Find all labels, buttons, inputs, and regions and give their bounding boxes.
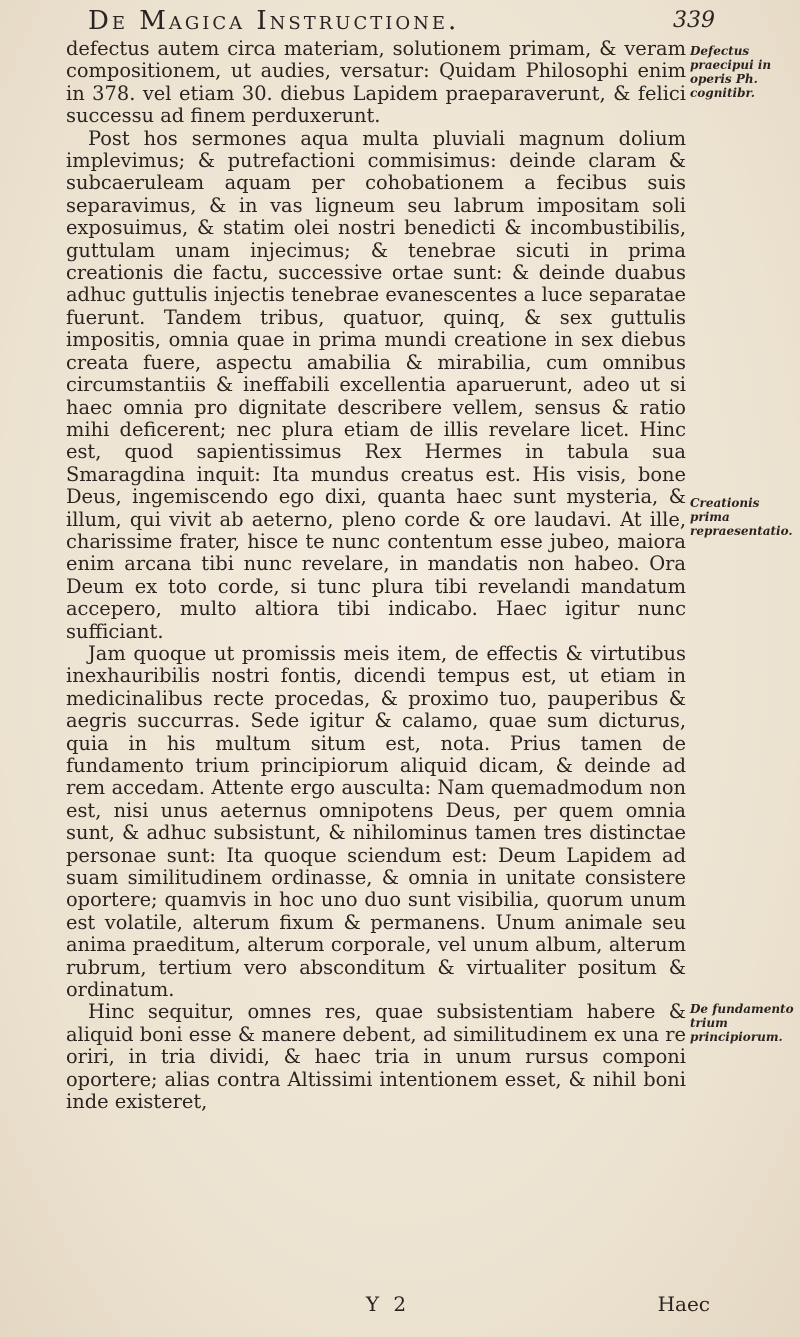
page-number: 339 [673,8,715,33]
marginal-note-defectus: Defectus praecipui in operis Ph. cognitibr. [690,44,772,100]
page-header [0,6,800,40]
signature-mark: Y 2 [365,1292,411,1316]
marginal-note-creationis: Creationis prima repraesentatio. [690,496,793,538]
marginal-note-fundamento: De fundamento trium principiorum. [690,1002,794,1044]
page-footer [0,1292,800,1318]
running-head: De Magica Instructione. [88,6,460,36]
paragraph-3: Jam quoque ut promissis meis item, de effectis & virtutibus inexhauribilis nostri fontis, dicendi tempus est, ut etiam in medicinalibus recte procedas, & proximo tuo, pauperibus & aegris succurras. Sede igitur & calamo, quae sum dicturus, quia in his multum situm est, nota. Prius tamen de fundamento trium principiorum aliquid dicam, & deinde ad rem accedam. Attente ergo ausculta: Nam quemadmodum non est, nisi unus aeternus omnipotens Deus, per quem omnia sunt, & adhuc subsistunt, & nihilominus tamen tres distinctae personae sunt: Ita quoque sciendum est: Deum Lapidem ad suam similitudinem ordinasse, & omnia in unitate consistere oportere; quamvis in hoc uno duo sunt visibilia, quorum unum est volatile, alterum fixum & permanens. Unum animale seu anima praeditum, alterum corporale, vel unum album, alterum rubrum, tertium vero absconditum & virtualiter positum & ordinatum. [66,641,686,1002]
main-text-column [66,38,686,1288]
paragraph-1: defectus autem circa materiam, solutionem primam, & veram compositionem, ut audies, versatur: Quidam Philosophi enim in 378. vel etiam 30. diebus Lapidem praeparaverunt, & felici successu ad finem perduxerunt. [66,37,686,128]
catchword: Haec [657,1292,710,1316]
paragraph-2: Post hos sermones aqua multa pluviali magnum dolium implevimus; & putrefactioni commisimus: deinde claram & subcaeruleam aquam per cohobationem a fecibus suis separavimus, & in vas ligneum seu labrum impositam soli exposuimus, & statim olei nostri benedicti & incombustibilis, guttulam unam injecimus; & tenebrae sicuti in prima creationis die factu, successive ortae sunt: & deinde duabus adhuc guttulis injectis tenebrae evanescentes a luce separatae fuerunt. Tandem tribus, quatuor, quinq, & sex guttulis impositis, omnia quae in prima mundi creatione in sex diebus creata fuere, aspectu amabilia & mirabilia, cum omnibus circumstantiis & ineffabili excellentia aparuerunt, adeo ut si haec omnia pro dignitate describere vellem, sensus & ratio mihi deficerent; nec plura etiam de illis revelare licet. Hinc est, quod sapientissimus Rex Hermes in tabula sua Smaragdina inquit: Ita mundus creatus est. His visis, bone Deus, ingemiscendo ego dixi, quanta haec sunt mysteria, & illum, qui vivit ab aeterno, pleno corde & ore laudavi. At ille, charissime frater, hisce te nunc contentum esse jubeo, maiora enim arcana tibi nunc revelare, in mandatis non habeo. Ora Deum ex toto corde, si tunc plura tibi revelandi mandatum accepero, multo altiora tibi indicabo. Haec igitur nunc sufficiant. [66,126,686,643]
paragraph-4: Hinc sequitur, omnes res, quae subsistentiam habere & aliquid boni esse & manere debent, ad similitudinem ex una re oriri, in tria dividi, & haec tria in unum rursus componi oportere; alias contra Altissimi intentionem esset, & nihil boni inde existeret, [66,1000,686,1114]
